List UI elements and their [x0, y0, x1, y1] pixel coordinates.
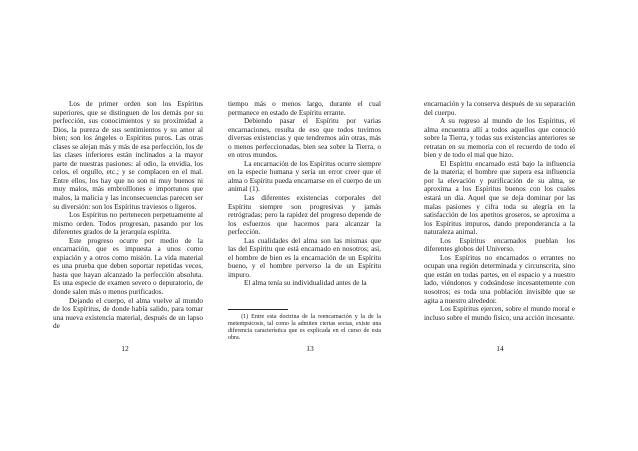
- page-number: 13: [306, 344, 314, 353]
- paragraph: Debiendo pasar el Espíritu por varias encarnaciones, resulta de eso que todos tuvimos diversas existencias y que tendremos aún otras, más o menos perfeccionadas, bien sea sobre la Tierra, o en otros mundos.: [228, 117, 381, 160]
- page-13-text: [228, 100, 381, 342]
- page-number: 14: [496, 344, 504, 353]
- page-14: [424, 0, 638, 451]
- footnote: (1) Entre esta doctrina de la reencarnación y la de la metempsicosis, tal como la admiten ciertas sectas, existe una diferencia característica que es explicada en el curso de esta obra.: [228, 314, 381, 342]
- paragraph: Los Espíritus no pertenecen perpetuamente al mismo orden. Todos progresan, pasando por los diferentes grados de la jerarquía espírita.: [53, 211, 203, 237]
- page-12: [0, 0, 212, 451]
- paragraph: Los Espíritus no encarnados o errantes no ocupan una región determinada y circunscrita, sino que están en todas partes, en el espacio y a nuestro lado, viéndonos y codeándose incesantemente con nosotros; es toda una población invisible que se agita a nuestro alrededor.: [424, 253, 575, 305]
- paragraph: Los Espíritus encarnados pueblan los diferentes globos del Universo.: [424, 236, 575, 254]
- paragraph: Las diferentes existencias corporales del Espíritu siempre son progresivas y jamás retrógradas; pero la rapidez del progreso depende de los esfuerzos que hacemos para alcanzar la perfección.: [228, 194, 381, 237]
- page-12-text: [53, 100, 203, 331]
- paragraph: Este progreso ocurre por medio de la encarnación, que es impuesta a unos como expiación y a otros como misión. La vida material es una prueba que deben soportar repetidas veces, hasta que hayan alcanzado la perfección absoluta. Es una especie de examen severo o depuratorio, de donde salen más o menos purificados.: [53, 236, 203, 297]
- paragraph: tiempo más o menos largo, durante el cual permanece en estado de Espíritu errante.: [228, 100, 381, 117]
- paragraph: La encarnación de los Espíritus ocurre siempre en la especie humana y sería un error creer que el alma o Espíritu pueda encarnarse en el cuerpo de un animal (1).: [228, 159, 381, 194]
- paragraph: A su regreso al mundo de los Espíritus, el alma encuentra allí a todos aquellos que conoció sobre la Tierra, y todas sus existencias anteriores se retratan en su memoria con el recuerdo de todo el bien y de todo el mal que hizo.: [424, 117, 575, 160]
- paragraph: Los Espíritus ejercen, sobre el mundo moral e incluso sobre el mundo físico, una acción incesante.: [424, 305, 575, 322]
- page-13: [212, 0, 424, 451]
- paragraph: Los de primer orden son los Espíritus superiores, que se distinguen de los demás por su perfección, sus conocimientos y su proximidad a Dios, la pureza de sus sentimientos y su amor al bien; son los ángeles o Espíritus puros. Las otras clases se alejan más y más de esa perfección, los de las clases inferiores están inclinados a la mayor parte de nuestras pasiones: al odio, la envidia, los celos, el orgullo, etc.; y se complacen en el mal. Entre ellos, los hay que no son ni muy buenos ni muy malos, más embrolllones e importunos que malos, la malicia y las inconsecuencias parecen ser su diversión: son los Espíritus traviesos o ligeros.: [53, 100, 203, 211]
- footnote-rule: [228, 309, 288, 310]
- paragraph: El alma tenía su individualidad antes de la: [243, 279, 367, 288]
- paragraph: Las cualidades del alma son las mismas que las del Espíritu que está encarnado en nosotros; así, el hombre de bien es la encarnación de un Espíritu bueno, y el hombre perverso la de un Espíritu impuro.: [228, 236, 381, 279]
- paragraph: Dejando el cuerpo, el alma vuelve al mundo de los Espíritus, de donde había salido, para tomar una nueva existencia material, después de un lapso de: [53, 296, 203, 331]
- page-number: 12: [121, 344, 129, 353]
- paragraph: encarnación y la conserva después de su separación del cuerpo.: [424, 100, 575, 117]
- page-14-text: [424, 100, 575, 322]
- paragraph: El Espíritu encarnado está bajo la influencia de la materia; el hombre que supera esa influencia por la elevación y purificación de su alma, se aproxima a los Espíritus buenos con los cuales estará un día. Aquel que se deja dominar por las malas pasiones y cifra toda su alegría en la satisfacción de los apetitos groseros, se aproxima a los Espíritus impuros, dando preponderancia a la naturaleza animal.: [424, 159, 575, 237]
